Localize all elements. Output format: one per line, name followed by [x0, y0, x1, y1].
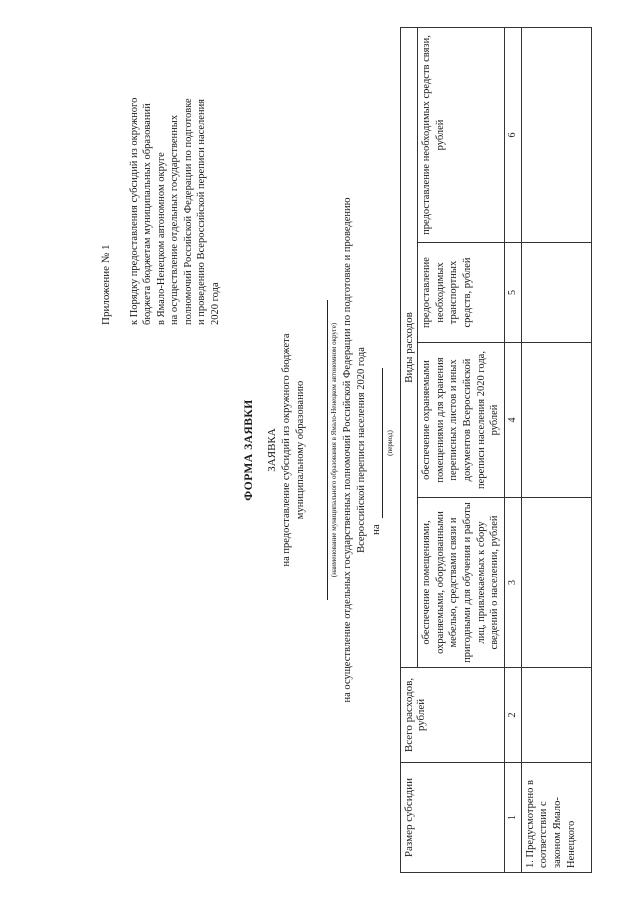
period-prefix: на	[370, 524, 382, 535]
header-total-expenses: Всего расходов, рублей	[401, 668, 505, 763]
period-hint: (период)	[386, 430, 394, 456]
column-number: 4	[504, 343, 521, 498]
appendix-title: Приложение № 1	[100, 244, 112, 325]
purpose-line: на осуществление отдельных государственных полномочий Российской Федерации по подготовке и проведению	[342, 197, 353, 703]
column-number-row	[504, 27, 521, 872]
appendix-line: бюджета бюджетам муниципальных образований	[142, 103, 154, 325]
subheading-line: на предоставление субсидий из окружного бюджета	[281, 333, 292, 567]
header-subsidy-size: Размер субсидии	[401, 763, 505, 873]
appendix-line: к Порядку предоставления субсидий из окружного	[129, 97, 140, 325]
appendix-line: в Ямало-Ненецком автономном округе	[155, 152, 167, 325]
header-communication: предоставление необходимых средств связи, рублей	[418, 27, 505, 242]
appendix-line: на осуществление отдельных государственных	[169, 114, 181, 325]
subsidy-table	[400, 27, 592, 873]
form-title: ФОРМА ЗАЯВКИ	[243, 399, 255, 501]
table-row	[521, 27, 591, 872]
column-number: 6	[504, 27, 521, 242]
row-label: 1. Предусмотрено в соответствии с законом Ямало-Ненецкого	[521, 763, 591, 873]
municipality-fill-line	[327, 300, 328, 600]
appendix-line: полномочий Российской Федерации по подготовке	[182, 98, 194, 325]
period-fill-line	[382, 368, 383, 518]
appendix-line: и проведению Всероссийской переписи населения	[196, 98, 208, 325]
table-cell[interactable]	[521, 243, 591, 343]
header-storage: обеспечение охраняемыми помещениями для хранения переписных листов и иных документов Всероссийской переписи населения 2020 года, рублей	[418, 343, 505, 498]
appendix-line: 2020 года	[209, 282, 221, 325]
table-cell[interactable]	[521, 343, 591, 498]
appendix-text	[128, 75, 222, 325]
header-transport: предоставление необходимых транспортных средств, рублей	[418, 243, 505, 343]
purpose-line: Всероссийской переписи населения 2020 года	[355, 347, 367, 553]
table-header-row	[401, 27, 418, 872]
column-number: 5	[504, 243, 521, 343]
document-heading: ЗАЯВКА	[266, 428, 278, 472]
header-expense-types: Виды расходов	[401, 27, 418, 667]
municipality-hint: (наименование муниципального образования в Ямало-Ненецком автономном округе)	[330, 322, 338, 578]
column-number: 2	[504, 668, 521, 763]
column-number: 3	[504, 498, 521, 668]
table-cell[interactable]	[521, 668, 591, 763]
header-premises: обеспечение помещениями, охраняемыми, оборудованными мебелью, средствами связи и пригодными для обучения и работы лиц, привлекаемых к сбору сведений о населении, рублей	[418, 498, 505, 668]
column-number: 1	[504, 763, 521, 873]
table-cell[interactable]	[521, 27, 591, 242]
table-cell[interactable]	[521, 498, 591, 668]
subheading-line: муниципальному образованию	[294, 380, 306, 520]
document-subheading	[280, 200, 307, 700]
purpose-text	[341, 150, 368, 750]
